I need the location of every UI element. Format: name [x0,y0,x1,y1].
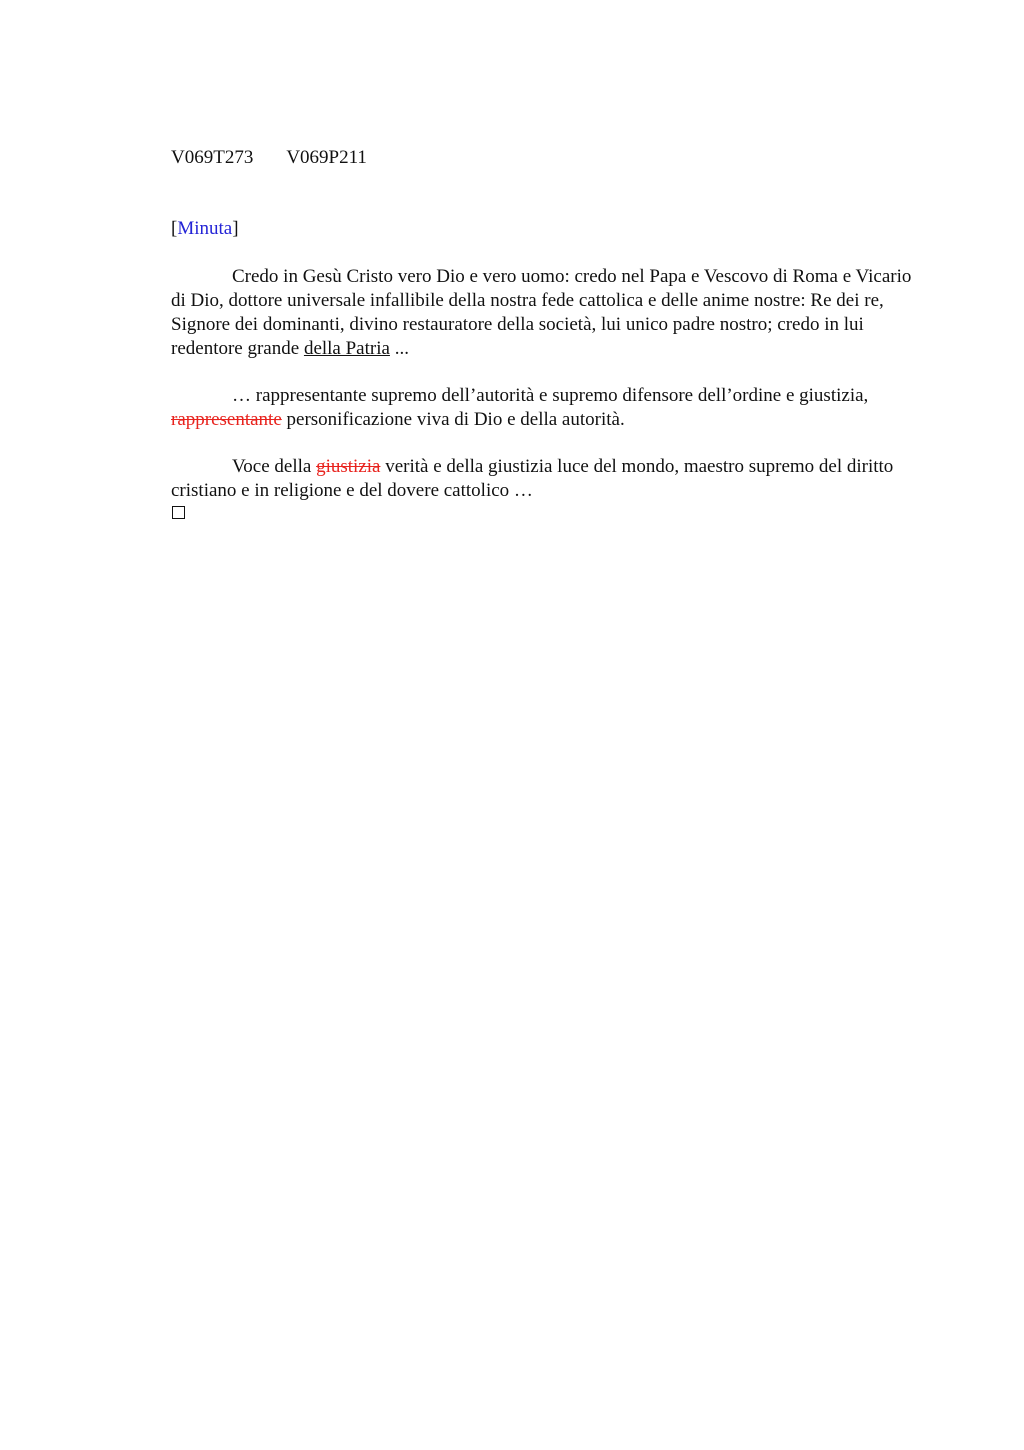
minuta-heading [171,217,239,241]
volume-code: V069T273 [171,147,254,168]
page-code: V069P211 [286,147,367,168]
document-codes [171,146,367,170]
paragraph-voce [171,455,927,503]
paragraph-text: Credo in Gesù Cristo vero Dio e vero uomo: credo nel Papa e Vescovo di Roma e Vicario di Dio, dottore universale infallibile della nostra fede cattolica e delle anime nostre: Re dei re, Signore dei dominanti, divino restauratore della società, lui unico padre nostro; credo in lui redentore grande [171,266,912,359]
paragraph-text: … rappresentante supremo dell’autorità e supremo difensore dell’ordine e giustizia, [232,385,869,406]
paragraph-text: ... [389,338,409,359]
paragraph-text: verità e della giustizia luce del mondo, maestro supremo del diritto cristiano e in religione e del dovere cattolico … [171,456,894,501]
deleted-word: giustizia [316,456,381,477]
paragraph-text: personificazione viva di Dio e della autorità. [281,409,625,430]
paragraph-text: Voce della [232,456,317,477]
heading-label: Minuta [177,218,233,239]
heading-open-bracket: [ [171,218,178,239]
paragraph-credo [171,265,927,361]
end-marker-box [172,506,185,519]
deleted-word: rappresentante [171,409,282,430]
heading-close-bracket: ] [232,218,239,239]
paragraph-rappresentante [171,384,931,432]
underlined-phrase: della Patria [303,338,390,359]
